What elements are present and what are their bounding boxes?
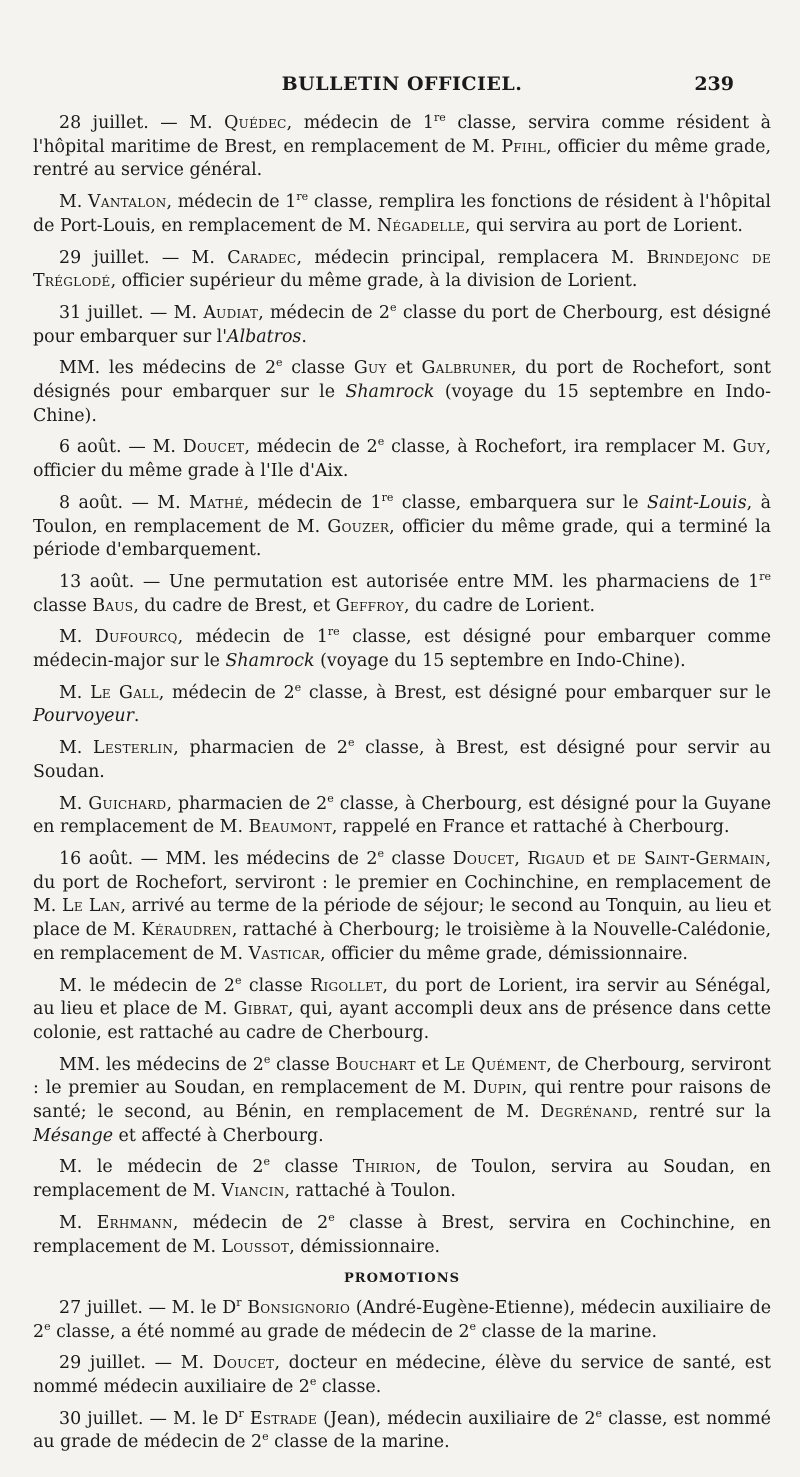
promotion-paragraph: 29 juillet. — M. Doucet, docteur en médecine, élève du service de santé, est nommé médecin auxiliaire de 2e classe. [33, 1353, 771, 1398]
page-number: 239 [694, 73, 734, 95]
paragraph: M. Dufourcq, médecin de 1re classe, est désigné pour embarquer comme médecin-major sur le Shamrock (voyage du 15 septembre en Indo-Chine). [33, 625, 771, 672]
promotion-paragraph: 30 juillet. — M. le $D^r$ Estrade (Jean), médecin auxiliaire de 2e classe, est nommé au grade de médecin de 2e classe de la marine. [33, 1406, 771, 1453]
body-text [33, 112, 771, 1463]
paragraph: 29 juillet. — M. Caradec, médecin principal, remplacera M. Brindejonc de Tréglodé, officier supérieur du même grade, à la division de Lorient. [33, 247, 771, 292]
header-title: BULLETIN OFFICIEL. [281, 73, 523, 95]
promotion-paragraph: 27 juillet. — M. le $D^r$ Bonsignorio (André-Eugène-Etienne), médecin auxiliaire de 2e classe, a été nommé au grade de médecin de 2e classe de la marine. [33, 1296, 772, 1342]
paragraph: 31 juillet. — M. Audiat, médecin de 2e classe du port de Cherbourg, est désigné pour embarquer sur l'Albatros. [33, 301, 771, 347]
paragraph: M. Lesterlin, pharmacien de 2e classe, à Brest, est désigné pour servir au Soudan. [33, 736, 771, 782]
paragraph: M. le médecin de 2e classe Rigollet, du port de Lorient, ira servir au Sénégal, au lieu et place de M. Gibrat, qui, ayant accompli deux ans de présence dans cette colonie, est rattaché au cadre de Cherbourg. [33, 973, 771, 1043]
paragraph: MM. les médecins de 2e classe Guy et Galbruner, du port de Rochefort, sont désignés pour embarquer sur le Shamrock (voyage du 15 septembre en Indo-Chine). [33, 356, 772, 426]
paragraph: M. Vantalon, médecin de 1re classe, remplira les fonctions de résident à l'hôpital de Port-Louis, en remplacement de M. Négadelle, qui servira au port de Lorient. [33, 190, 771, 236]
paragraph: 13 août. — Une permutation est autorisée entre MM. les pharmaciens de 1re classe Baus, du cadre de Brest, et Geffroy, du cadre de Lorient. [33, 570, 771, 616]
paragraph: 6 août. — M. Doucet, médecin de 2e classe, à Rochefort, ira remplacer M. Guy, officier du même grade à l'Ile d'Aix. [33, 435, 771, 482]
paragraph: M. Erhmann, médecin de 2e classe à Brest, servira en Cochinchine, en remplacement de M. Loussot, démissionnaire. [33, 1211, 771, 1257]
paragraph: M. Guichard, pharmacien de 2e classe, à Cherbourg, est désigné pour la Guyane en remplacement de M. Beaumont, rappelé en France et rattaché à Cherbourg. [33, 791, 771, 838]
paragraph: M. Le Gall, médecin de 2e classe, à Brest, est désigné pour embarquer sur le Pourvoyeur. [33, 680, 771, 727]
paragraph: MM. les médecins de 2e classe Bouchart et Le Quément, de Cherbourg, serviront : le premier au Soudan, en remplacement de M. Dupin, qui rentre pour raisons de santé; le second, au Bénin, en remplacement de M. Degrénand, rentré sur la Mésange et affecté à Cherbourg. [33, 1052, 772, 1146]
page-header [52, 66, 752, 102]
paragraph: 28 juillet. — M. Quédec, médecin de 1re classe, servira comme résident à l'hôpital maritime de Brest, en remplacement de M. Pfihl, officier du même grade, rentré au service général. [33, 111, 771, 181]
paragraph: 8 août. — M. Mathé, médecin de 1re classe, embarquera sur le Saint-Louis, à Toulon, en remplacement de M. Gouzer, officier du même grade, qui a terminé la période d'embarquement. [33, 491, 772, 561]
paragraph: 16 août. — MM. les médecins de 2e classe Doucet, Rigaud et de Saint-Germain, du port de Rochefort, serviront : le premier en Cochinchine, en remplacement de M. Le Lan, arrivé au terme de la période de séjour; le second au Tonquin, au lieu et place de M. Kéraudren, rattaché à Cherbourg; le troisième à la Nouvelle-Calédonie, en remplacement de M. Vasticar, officier du même grade, démissionnaire. [33, 847, 772, 964]
section-heading-promotions: PROMOTIONS [344, 1271, 460, 1287]
paragraph: M. le médecin de 2e classe Thirion, de Toulon, servira au Soudan, en remplacement de M. Viancin, rattaché à Toulon. [33, 1155, 771, 1202]
